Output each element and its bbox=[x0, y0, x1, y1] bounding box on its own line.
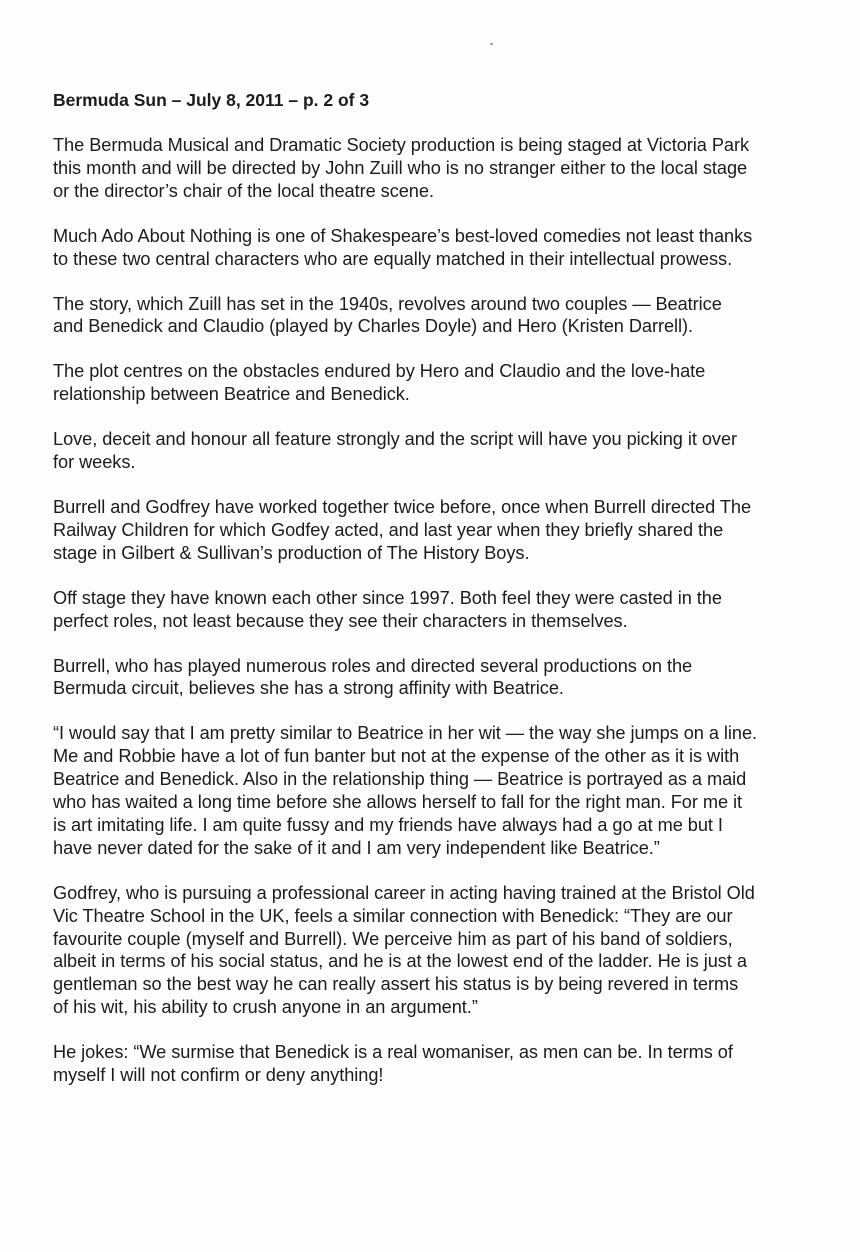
paragraph-3: The story, which Zuill has set in the 1940s, revolves around two couples — Beatrice and Benedick and Claudio (played by Charles Doyle) and Hero (Kristen Darrell). bbox=[53, 293, 722, 337]
paragraph-1: The Bermuda Musical and Dramatic Society production is being staged at Victoria Park this month and will be directed by John Zuill who is no stranger either to the local stage or the director’s chair of the local theatre scene. bbox=[53, 135, 750, 201]
paragraph-6: Burrell and Godfrey have worked together twice before, once when Burrell directed The Railway Children for which Godfey acted, and last year when they briefly shared the stage in Gilbert & Sullivan’s production of The History Boys. bbox=[53, 496, 752, 563]
paragraph-7: Off stage they have known each other since 1997. Both feel they were casted in the perfect roles, not least because they see their characters in themselves. bbox=[53, 587, 722, 631]
document-header: Bermuda Sun – July 8, 2011 – p. 2 of 3 bbox=[53, 90, 370, 110]
paragraph-10: Godfrey, who is pursuing a professional career in acting having trained at the Bristol Old Vic Theatre School in the UK, feels a similar connection with Benedick: “They are our favourite couple (myself and Burrell). We perceive him as part of his band of soldiers, albeit in terms of his social status, and he is at the lowest end of the ladder. He is just a gentleman so the best way he can really assert his status is by being revered in terms of his wit, his ability to crush anyone in an argument.” bbox=[53, 882, 755, 1018]
article-body bbox=[53, 89, 843, 1109]
paragraph-8: Burrell, who has played numerous roles and directed several productions on the Bermuda circuit, believes she has a strong affinity with Beatrice. bbox=[53, 655, 693, 699]
paragraph-11: He jokes: “We surmise that Benedick is a real womaniser, as men can be. In terms of myself I will not confirm or deny anything! bbox=[53, 1042, 733, 1086]
scan-speck bbox=[490, 43, 493, 45]
paragraph-2: Much Ado About Nothing is one of Shakespeare’s best-loved comedies not least thanks to these two central characters who are equally matched in their intellectual prowess. bbox=[53, 225, 753, 269]
paragraph-9: “I would say that I am pretty similar to Beatrice in her wit — the way she jumps on a line. Me and Robbie have a lot of fun banter but not at the expense of the other as it is with Beatrice and Benedick. Also in the relationship thing — Beatrice is portrayed as a maid who has waited a long time before she allows herself to fall for the right man. For me it is art imitating life. I am quite fussy and my friends have always had a go at me but I have never dated for the sake of it and I am very independent like Beatrice.” bbox=[53, 723, 758, 858]
paragraph-4: The plot centres on the obstacles endured by Hero and Claudio and the love-hate relationship between Beatrice and Benedick. bbox=[53, 361, 706, 405]
paragraph-5: Love, deceit and honour all feature strongly and the script will have you picking it over for weeks. bbox=[53, 429, 738, 473]
